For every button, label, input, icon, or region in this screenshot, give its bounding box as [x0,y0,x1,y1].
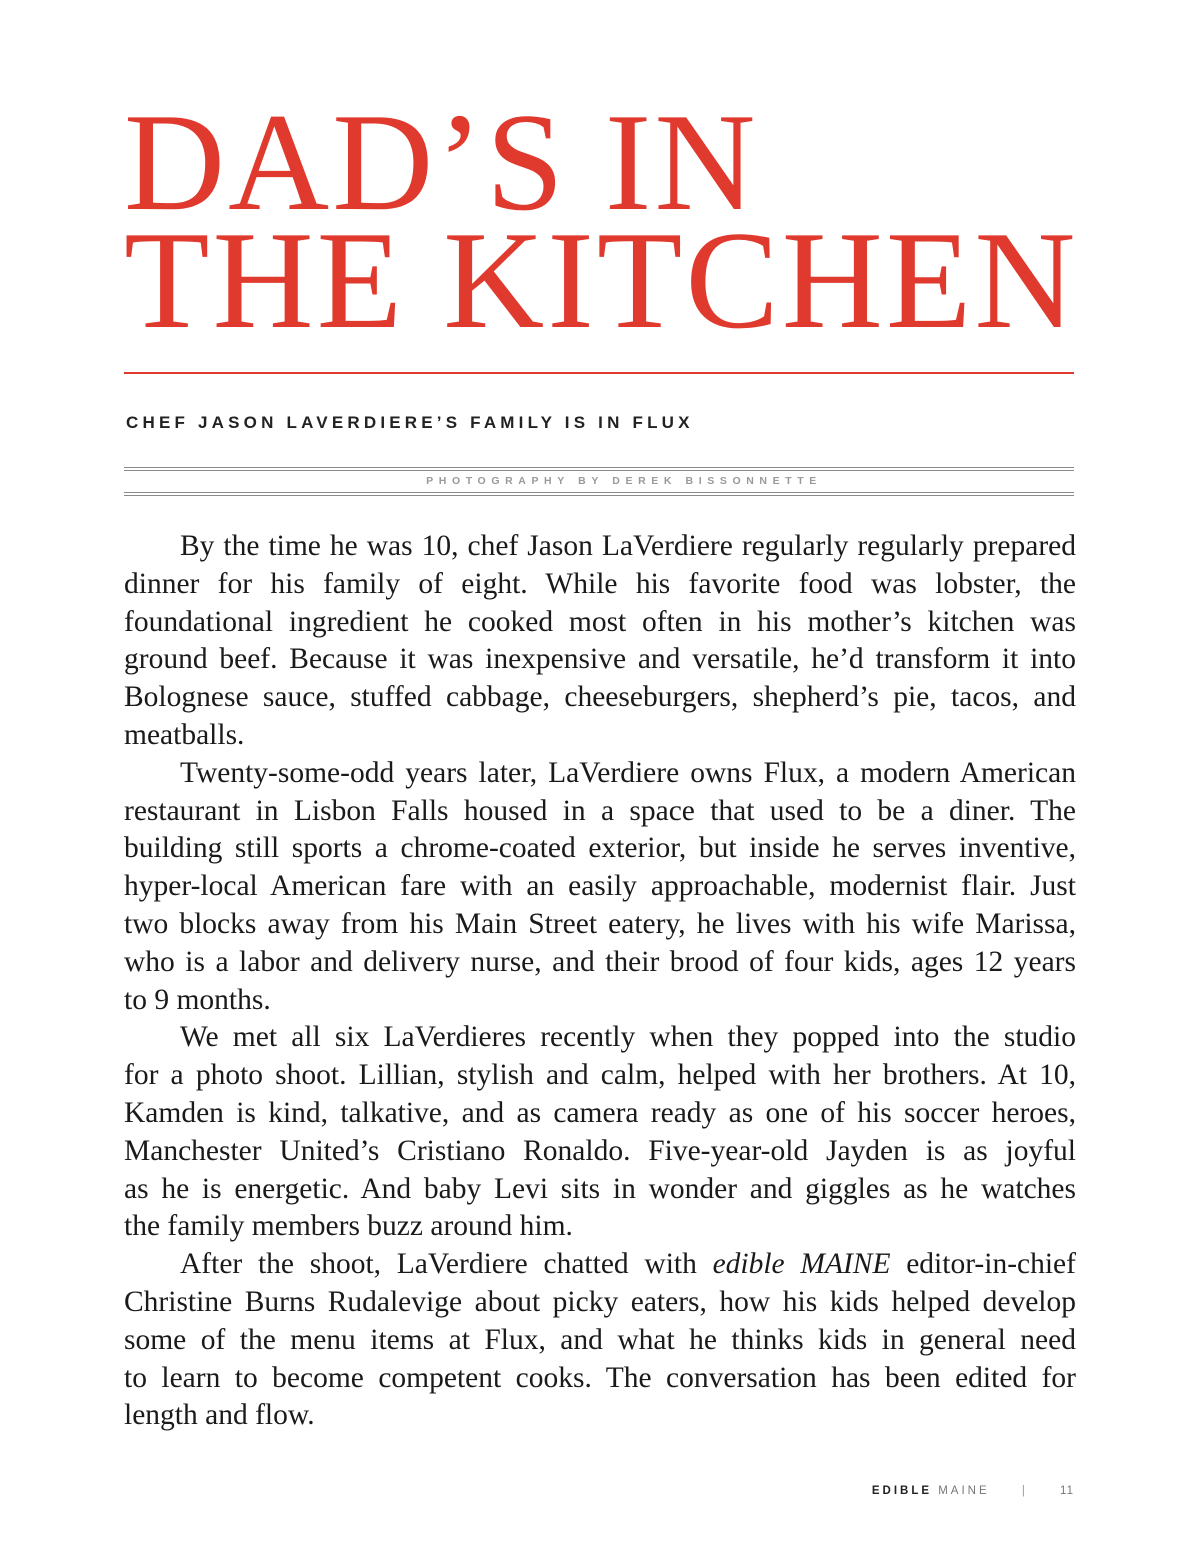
title-line-1: DAD’S IN [124,85,759,240]
body-line: Christine Burns Rudalevige about picky eaters, how his kids helped develop [124,1285,1076,1318]
footer-separator: | [1021,1485,1028,1497]
photo-credit: PHOTOGRAPHY BY DEREK BISSONNETTE [426,475,822,487]
body-text: editor-in-chief [890,1248,1076,1281]
page-number: 11 [1060,1485,1074,1497]
body-line: two blocks away from his Main Street eatery, he lives with his wife Marissa, [124,907,1076,940]
body-line: some of the menu items at Flux, and what he thinks kids in general need [124,1323,1076,1356]
body-line: Bolognese sauce, stuffed cabbage, cheeseburgers, shepherd’s pie, tacos, and [124,681,1076,714]
footer-brand-bold: EDIBLE [871,1485,933,1497]
body-line: We met all six LaVerdieres recently when they popped into the studio [180,1021,1076,1054]
title-divider [124,372,1074,374]
paragraph-4 [124,1246,1076,1435]
article-body [124,528,1076,1435]
body-line: who is a labor and delivery nurse, and their brood of four kids, ages 12 years [124,945,1076,978]
body-line: Twenty-some-odd years later, LaVerdiere owns Flux, a modern American [180,756,1076,789]
credit-rule-top [124,467,1074,471]
body-line: the family members buzz around him. [124,1210,573,1243]
credit-rule-bottom [124,492,1074,496]
body-line: restaurant in Lisbon Falls housed in a space that used to be a diner. The [124,794,1076,827]
body-line: Manchester United’s Cristiano Ronaldo. Five-year-old Jayden is as joyful [124,1134,1076,1167]
body-line: ground beef. Because it was inexpensive and versatile, he’d transform it into [124,643,1076,676]
body-line: for a photo shoot. Lillian, stylish and calm, helped with her brothers. At 10, [124,1059,1076,1092]
paragraph-1 [124,528,1076,755]
body-line: building still sports a chrome-coated exterior, but inside he serves inventive, [124,832,1076,865]
article-subtitle: CHEF JASON LAVERDIERE’S FAMILY IS IN FLUX [126,413,694,432]
article-title [124,85,1084,358]
body-text: After the shoot, LaVerdiere chatted with [180,1248,713,1281]
body-line: length and flow. [124,1399,315,1432]
body-line: as he is energetic. And baby Levi sits in wonder and giggles as he watches [124,1172,1076,1205]
body-line: dinner for his family of eight. While his favorite food was lobster, the [124,567,1076,600]
body-line [124,1246,1076,1284]
publication-name: edible MAINE [712,1248,891,1281]
paragraph-2 [124,755,1076,1020]
paragraph-3 [124,1019,1076,1246]
body-line: By the time he was 10, chef Jason LaVerdiere regularly regularly prepared [180,530,1076,562]
title-line-2: THE KITCHEN [124,203,1079,358]
body-line: Kamden is kind, talkative, and as camera ready as one of his soccer heroes, [124,1096,1076,1129]
body-line: foundational ingredient he cooked most often in his mother’s kitchen was [124,605,1076,638]
footer-brand-light: MAINE [938,1485,990,1497]
body-line: to 9 months. [124,983,271,1016]
body-line: meatballs. [124,718,245,751]
page-footer [872,1485,1074,1497]
body-line: to learn to become competent cooks. The conversation has been edited for [124,1361,1076,1394]
body-line: hyper-local American fare with an easily approachable, modernist flair. Just [124,870,1076,903]
